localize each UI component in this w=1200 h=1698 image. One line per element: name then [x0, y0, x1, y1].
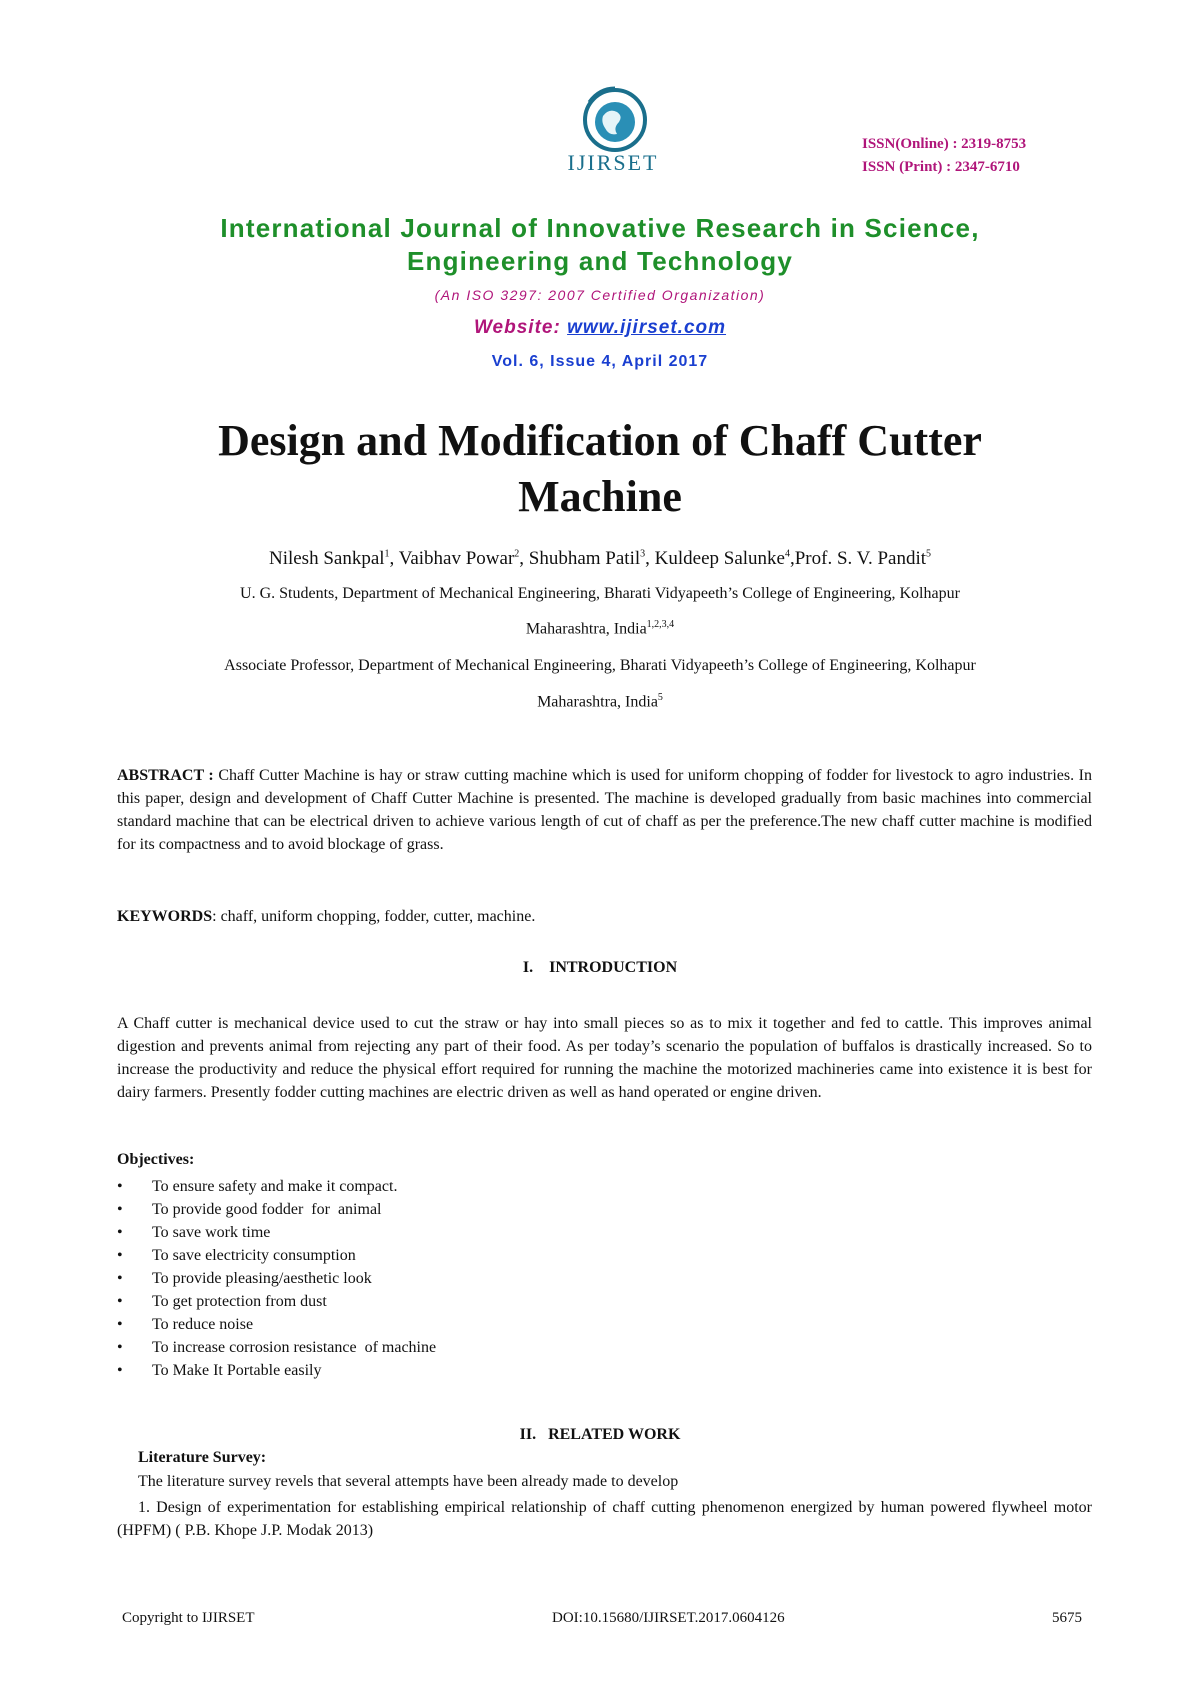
affiliation-2-sup: 5 — [657, 692, 663, 703]
abstract-text: Chaff Cutter Machine is hay or straw cutting machine which is used for uniform chopping of fodder for livestock to agro industries. In this paper, design and development of Chaff Cutter Machine is presented. The machine is developed gradually from basic machines into commercial standard machine that can be electrical driven to achieve various length of cut of chaff as per the preference.The new chaff cutter machine is modified for its compactness and to avoid blockage of grass. — [117, 767, 1093, 853]
literature-survey-intro: The literature survey revels that several attempts have been already made to develop — [138, 1473, 679, 1490]
paper-title — [0, 413, 1200, 525]
iso-certification: (An ISO 3297: 2007 Certified Organization) — [434, 287, 766, 303]
affiliation-1-country: Maharashtra, India — [525, 620, 647, 638]
author-name: Kuldeep Salunke — [654, 548, 785, 569]
keywords — [117, 905, 1092, 928]
author-sup: 2 — [514, 548, 520, 560]
author-name: Vaibhav Powar — [398, 548, 515, 569]
issn-print: ISSN (Print) : 2347-6710 — [862, 159, 1020, 175]
author-name: Shubham Patil — [528, 548, 641, 569]
journal-name-line2: Engineering and Technology — [406, 246, 794, 276]
keywords-text: : chaff, uniform chopping, fodder, cutter, machine. — [212, 908, 536, 925]
author-sup: 3 — [640, 548, 646, 560]
author-name: Prof. S. V. Pandit — [794, 548, 927, 569]
bullet-icon: • — [117, 1293, 123, 1310]
section-heading-introduction: I. INTRODUCTION — [522, 959, 678, 976]
author-list: Nilesh Sankpal$^1$, Vaibhav Powar$^2$, Shubham Patil$^3$, Kuldeep Salunke$^4$,Prof. S. V. Pandit$^5$ — [268, 548, 932, 569]
title-line2: Machine — [518, 472, 682, 521]
author-sup: 1 — [384, 548, 390, 560]
objective-text: To save electricity consumption — [152, 1247, 356, 1264]
section-heading-related-work: II. RELATED WORK — [519, 1426, 681, 1443]
list-item — [117, 1244, 436, 1267]
keywords-label: KEYWORDS — [117, 908, 213, 925]
affiliation-2: Associate Professor, Department of Mechanical Engineering, Bharati Vidyapeeth’s College of Engineering, Kolhapur — [224, 657, 976, 674]
affiliation-1-location — [0, 619, 1200, 638]
title-line1: Design and Modification of Chaff Cutter — [218, 416, 982, 465]
author-sup: 5 — [926, 548, 932, 560]
objective-text: To save work time — [152, 1224, 271, 1241]
author-sup: 4 — [784, 548, 790, 560]
objective-text: To Make It Portable easily — [152, 1362, 322, 1379]
bullet-icon: • — [117, 1178, 123, 1195]
objective-text: To increase corrosion resistance of machine — [152, 1339, 437, 1356]
list-item — [117, 1336, 436, 1359]
bullet-icon: • — [117, 1224, 123, 1241]
abstract — [117, 764, 1092, 856]
volume-issue: Vol. 6, Issue 4, April 2017 — [491, 353, 709, 370]
introduction-text: A Chaff cutter is mechanical device used to cut the straw or hay into small pieces so as to mix it together and fed to cattle. This improves animal digestion and prevents animal from rejecting any part of their food. As per today’s scenario the population of buffalos is drastically increased. So to increase the productivity and reduce the physical effort required for running the machine the motorized machineries came into existence it is best for dairy farmers. Presently fodder cutting machines are electric driven as well as hand operated or engine driven. — [117, 1015, 1092, 1101]
website-line — [0, 317, 1200, 339]
bullet-icon: • — [117, 1270, 123, 1287]
objective-text: To provide good fodder for animal — [152, 1201, 382, 1218]
bullet-icon: • — [117, 1316, 123, 1333]
list-item — [117, 1267, 436, 1290]
bullet-icon: • — [117, 1247, 123, 1264]
literature-item-1: 1. Design of experimentation for establishing empirical relationship of chaff cutting phenomenon energized by human powered flywheel motor (HPFM) ( P.B. Khope J.P. Modak 2013) — [117, 1499, 1092, 1539]
list-item — [117, 1313, 436, 1336]
objective-text: To ensure safety and make it compact. — [152, 1178, 398, 1195]
issn-block — [862, 133, 1026, 179]
affiliation-1-sup: 1,2,3,4 — [646, 619, 675, 630]
affiliation-1: U. G. Students, Department of Mechanical Engineering, Bharati Vidyapeeth’s College of Engineering, Kolhapur — [240, 585, 960, 602]
footer-page-number: 5675 — [1052, 1610, 1082, 1626]
logo-text: IJIRSET — [567, 150, 659, 175]
abstract-label: ABSTRACT : — [117, 767, 219, 784]
journal-name-line1: International Journal of Innovative Research in Science, — [220, 213, 980, 243]
objectives-list — [117, 1175, 436, 1382]
objective-text: To provide pleasing/aesthetic look — [152, 1270, 372, 1287]
objective-text: To reduce noise — [152, 1316, 254, 1333]
website-link[interactable]: www.ijirset.com — [567, 317, 727, 338]
footer-doi: DOI:10.15680/IJIRSET.2017.0604126 — [552, 1610, 785, 1626]
bullet-icon: • — [117, 1201, 123, 1218]
list-item — [117, 1359, 436, 1382]
list-item — [117, 1175, 436, 1198]
bullet-icon: • — [117, 1339, 123, 1356]
objective-text: To get protection from dust — [152, 1293, 327, 1310]
footer-copyright: Copyright to IJIRSET — [122, 1610, 255, 1626]
list-item — [117, 1221, 436, 1244]
issn-online: ISSN(Online) : 2319-8753 — [862, 136, 1027, 152]
affiliation-2-country: Maharashtra, India — [537, 693, 658, 711]
website-label: Website: — [473, 317, 568, 338]
author-name: Nilesh Sankpal — [268, 548, 385, 569]
literature-survey-title: Literature Survey: — [138, 1449, 267, 1466]
affiliation-2-location — [0, 692, 1200, 711]
bullet-icon: • — [117, 1362, 123, 1379]
list-item — [117, 1290, 436, 1313]
objectives-title: Objectives: — [117, 1151, 195, 1168]
list-item — [117, 1198, 436, 1221]
